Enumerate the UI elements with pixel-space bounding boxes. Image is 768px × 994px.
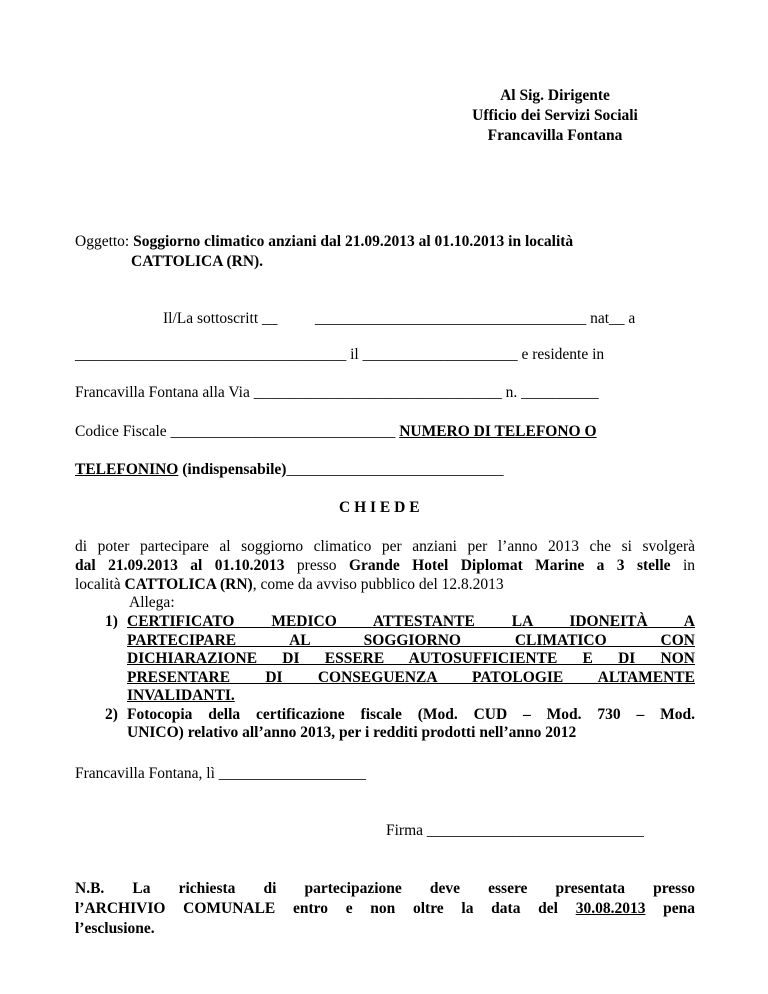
street-label: Francavilla Fontana alla Via (75, 384, 250, 401)
recipient-block (440, 86, 670, 146)
subject-line-2: CATTOLICA (RN). (131, 253, 264, 270)
locality-name: CATTOLICA (RN) (124, 576, 253, 593)
attachments-list (75, 613, 695, 743)
place-date-row (75, 765, 366, 783)
number-label: n. (505, 384, 518, 401)
note-line-2 (75, 899, 695, 919)
form-row-5 (75, 461, 503, 479)
signature-label: Firma (386, 822, 424, 839)
request-paragraph (75, 537, 695, 594)
form-row-2 (75, 346, 604, 364)
in-word: in (682, 557, 696, 574)
deadline-date: 30.08.2013 (575, 900, 646, 917)
presso-word: presso (296, 557, 337, 574)
note-text: l’ARCHIVIO COMUNALE entro e non oltre la data del (75, 900, 558, 917)
place-date-label: Francavilla Fontana, lì (75, 765, 215, 782)
attachment-1-line: PRESENTARE DI CONSEGUENZA PATOLOGIE ALTAMENTE (127, 668, 695, 686)
attachment-1-line: CERTIFICATO MEDICO ATTESTANTE LA IDONEITÀ A (127, 613, 695, 630)
mandatory-note: (indispensabile) (182, 461, 287, 478)
attachment-1-number: 1) (105, 613, 118, 630)
birthplace-field[interactable]: ___________________________________ (75, 346, 347, 363)
street-field[interactable]: ________________________________ (253, 384, 502, 401)
attach-label: Allega: (129, 594, 175, 611)
attachment-2 (75, 706, 695, 743)
signature-field[interactable]: ____________________________ (426, 822, 644, 839)
form-row-4 (75, 423, 597, 441)
request-line-2 (75, 556, 695, 575)
hotel-name: Grande Hotel Diplomat Marine a 3 stelle (348, 557, 671, 574)
date-field[interactable]: ___________________ (218, 765, 367, 782)
subject-line-1 (75, 233, 573, 251)
fiscal-code-label: Codice Fiscale (75, 423, 167, 440)
notice-reference: , come da avviso pubblico del 12.8.2013 (252, 576, 504, 593)
note-penalty: pena (663, 900, 696, 917)
phone-field[interactable]: ____________________________ (286, 461, 504, 478)
dates: dal 21.09.2013 al 01.10.2013 (75, 557, 285, 574)
note-line-3: l’esclusione. (75, 920, 155, 937)
form-row-1 (163, 310, 278, 328)
mobile-label: TELEFONINO (75, 461, 179, 478)
note-block (75, 879, 695, 939)
request-heading: C H I E D E (339, 499, 420, 516)
attachment-1-line: INVALIDANTI. (127, 687, 235, 704)
locality-label: località (75, 576, 121, 593)
subject-text: Soggiorno climatico anziani dal 21.09.2013 al 01.10.2013 in località (133, 233, 574, 250)
attachment-1-line: DICHIARAZIONE DI ESSERE AUTOSUFFICIENTE E DI NON (127, 650, 695, 667)
subject-label: Oggetto: (75, 233, 130, 250)
birthdate-field[interactable]: ____________________ (362, 346, 518, 363)
attachment-1 (75, 613, 695, 706)
recipient-line-1: Al Sig. Dirigente (500, 87, 610, 104)
recipient-line-3: Francavilla Fontana (487, 127, 623, 144)
signature-row (386, 822, 644, 840)
request-line-3 (75, 575, 695, 594)
phone-label: NUMERO DI TELEFONO O (399, 423, 597, 440)
name-field[interactable]: ___________________________________ (315, 310, 587, 327)
il-label: il (350, 346, 359, 363)
form-row-3 (75, 384, 599, 402)
undersigned-label: Il/La sottoscritt __ (163, 310, 278, 327)
attachment-2-line: Fotocopia della certificazione fiscale (Mod. CUD – Mod. 730 – Mod. (127, 705, 695, 723)
resident-label: e residente in (521, 346, 605, 363)
note-line-1: N.B. La richiesta di partecipazione deve essere presentata presso (75, 880, 695, 897)
fiscal-code-field[interactable]: _____________________________ (170, 423, 396, 440)
attachment-1-line: PARTECIPARE AL SOGGIORNO CLIMATICO CON (127, 631, 695, 649)
request-line-1: di poter partecipare al soggiorno climatico per anziani per l’anno 2013 che si svolgerà (75, 538, 695, 555)
born-label: nat__ a (590, 310, 636, 327)
attachment-2-line: UNICO) relativo all’anno 2013, per i redditi prodotti nell’anno 2012 (127, 724, 577, 741)
recipient-line-2: Ufficio dei Servizi Sociali (472, 107, 638, 124)
form-row-1-blank[interactable] (315, 310, 635, 328)
number-field[interactable]: __________ (521, 384, 599, 401)
attachment-2-number: 2) (105, 705, 118, 723)
